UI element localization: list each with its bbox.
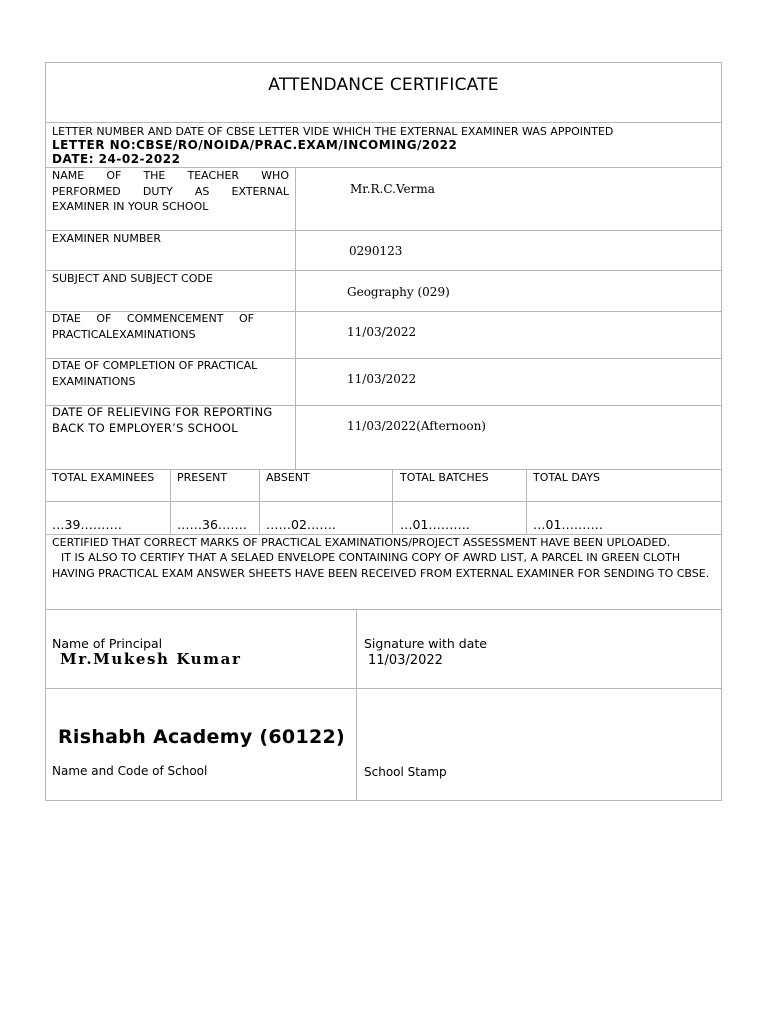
- column-divider: [259, 469, 260, 534]
- subject-value: Geography (029): [347, 285, 450, 299]
- letter-date: DATE: 24-02-2022: [52, 152, 181, 166]
- signature-date: 11/03/2022: [368, 653, 443, 668]
- divider: [45, 501, 722, 502]
- commencement-date-label: DTAE OF COMMENCEMENT OF PRACTICALEXAMINATIONS: [52, 312, 254, 341]
- present-header: PRESENT: [177, 471, 228, 484]
- absent-value: ……02…….: [266, 517, 336, 532]
- school-stamp-label: School Stamp: [364, 765, 447, 779]
- teacher-name-value: Mr.R.C.Verma: [350, 182, 435, 196]
- total-days-header: TOTAL DAYS: [533, 471, 601, 484]
- column-divider: [170, 469, 171, 534]
- column-divider: [295, 167, 296, 469]
- principal-label: Name of Principal: [52, 636, 163, 651]
- signature-label: Signature with date: [364, 636, 487, 651]
- certification-line-2: IT IS ALSO TO CERTIFY THAT A SELAED ENVELOPE CONTAINING COPY OF AWRD LIST, A PARCEL IN GREEN CLOTH: [61, 551, 681, 564]
- column-divider: [526, 469, 527, 534]
- examiner-number-label: EXAMINER NUMBER: [52, 232, 161, 245]
- relieving-date-label: DATE OF RELIEVING FOR REPORTING BACK TO EMPLOYER’S SCHOOL: [52, 405, 273, 435]
- column-divider: [356, 609, 357, 801]
- completion-date-label: DTAE OF COMPLETION OF PRACTICAL EXAMINATIONS: [52, 359, 258, 388]
- total-examinees-header: TOTAL EXAMINEES: [52, 471, 155, 484]
- divider: [45, 122, 722, 123]
- total-days-value: …01……….: [533, 517, 603, 532]
- total-batches-value: …01……….: [400, 517, 470, 532]
- principal-name: Mr.Mukesh Kumar: [60, 650, 242, 668]
- school-name: Rishabh Academy (60122): [58, 726, 345, 748]
- relieving-date-value: 11/03/2022(Afternoon): [347, 419, 486, 433]
- examiner-number-value: 0290123: [349, 244, 403, 258]
- school-label: Name and Code of School: [52, 764, 208, 778]
- letter-heading: LETTER NUMBER AND DATE OF CBSE LETTER VIDE WHICH THE EXTERNAL EXAMINER WAS APPOINTED: [52, 125, 614, 138]
- subject-label: SUBJECT AND SUBJECT CODE: [52, 272, 213, 285]
- commencement-date-value: 11/03/2022: [347, 325, 417, 339]
- divider: [45, 609, 722, 610]
- letter-number: LETTER NO:CBSE/RO/NOIDA/PRAC.EXAM/INCOMING/2022: [52, 138, 458, 152]
- absent-header: ABSENT: [266, 471, 310, 484]
- column-divider: [392, 469, 393, 534]
- total-batches-header: TOTAL BATCHES: [400, 471, 489, 484]
- divider: [45, 688, 722, 689]
- present-value: ……36…….: [177, 517, 247, 532]
- completion-date-value: 11/03/2022: [347, 372, 417, 386]
- certification-line-1: CERTIFIED THAT CORRECT MARKS OF PRACTICAL EXAMINATIONS/PROJECT ASSESSMENT HAVE BEEN UPLOADED.: [52, 536, 671, 549]
- teacher-name-label: NAME OF THE TEACHER WHO PERFORMED DUTY AS EXTERNAL EXAMINER IN YOUR SCHOOL: [52, 169, 289, 213]
- page-title: ATTENDANCE CERTIFICATE: [268, 75, 499, 95]
- total-examinees-value: …39……….: [52, 517, 122, 532]
- certification-line-3: HAVING PRACTICAL EXAM ANSWER SHEETS HAVE BEEN RECEIVED FROM EXTERNAL EXAMINER FOR SENDING TO CBSE.: [52, 567, 710, 580]
